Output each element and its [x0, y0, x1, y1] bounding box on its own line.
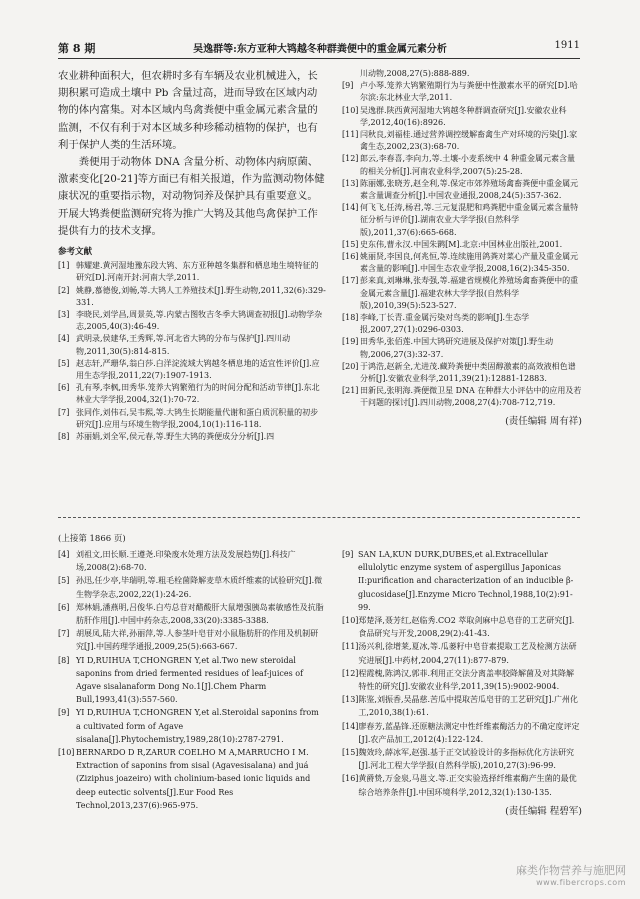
reference-number: [18] — [342, 313, 359, 323]
reference-number: [14] — [342, 203, 359, 213]
reference-text: 韩耀建.黄河湿地豫东段大鸨、东方亚种越冬集群和栖息地生境特征的研究[D].河南开封:河南大学,2011. — [76, 261, 319, 283]
reference-text: 苏丽娟,刘全军,侯元春,等.野生大鸨的粪便成分分析[J].四 — [76, 432, 275, 442]
watermark — [516, 862, 626, 887]
reference-text: 李峰,丁长青.重金属污染对鸟类的影响[J].生态学报,2007,27(1):0296-0303. — [360, 313, 530, 335]
reference-text: 陈丽娜,张晓芳,赵全利,等.保定市郊养殖场禽畜粪便中重金属元素含量调查分析[J].中国农业通报,2008,24(5):357-362. — [360, 178, 579, 201]
reference-item — [58, 358, 326, 382]
reference-number: [17] — [342, 276, 359, 286]
reference-text: SAN LA,KUN DURK,DUBES,et al.Extracellular ellulolytic enzyme system of aspergillus Japonicas II:purification and characterization of an inducible β-glucosidase[J].Enzyme Micro Technol,1988,10(2):91-99. — [358, 550, 574, 612]
reference-item — [342, 251, 582, 275]
reference-text: 武明录,侯建华,王秀辉,等.河北省大鸨的分布与保护[J].四川动物,2011,30(5):814-815. — [76, 334, 291, 356]
reference-item — [342, 80, 582, 104]
reference-item — [58, 574, 326, 600]
reference-text: 张同作,刘伟石,吴韦熙,等.大鸨生长期能量代谢和蛋白质沉积量的初步研究[J].应用与环境生物学报,2004,10(1):116-118. — [76, 407, 319, 429]
reference-number: [16] — [342, 252, 359, 262]
reference-number: [12] — [342, 668, 359, 678]
page-header — [0, 0, 640, 62]
header-rule — [58, 58, 580, 59]
reference-text: 卢小琴.笼养大鸨繁殖期行为与粪便中性激素水平的研究[D].哈尔滨:东北林业大学,2011. — [360, 81, 578, 103]
reference-text: 姚静,慕德俊,刘畅,等.大鸨人工养殖技术[J].野生动物,2011,32(6):329-331. — [76, 285, 326, 307]
reference-number: [5] — [58, 358, 70, 368]
reference-item — [342, 640, 582, 666]
reference-item — [58, 407, 326, 431]
reference-text: 孙迅,任少亭,毕瑞明,等.粗毛栓菌降解麦草木质纤维素的试验研究[J].微生物学杂志,2002,22(1):24-26. — [76, 576, 323, 599]
reference-number: [5] — [58, 576, 70, 586]
reference-text: 郑林娟,潘燕明,吕俊华.白芍总苷对醋酸肝大鼠增强胰岛素敏感性及抗脂肪肝作用[J].中国中药杂志,2008,33(20):3385-3388. — [76, 602, 324, 626]
reference-item — [342, 720, 582, 746]
issue-number: 第 8 期 — [58, 42, 96, 55]
reference-item — [342, 614, 582, 640]
reference-number: [8] — [58, 432, 70, 442]
continued-references-right — [342, 548, 582, 818]
reference-text: 于鸿浩,赵新全,尤进茂.藏羚粪便中类固醇激素的高效液相色谱分析[J].安徽农业科学,2011,39(21):12881-12883. — [360, 361, 576, 384]
body-paragraph-2: 粪便用于动物体 DNA 含量分析、动物体内病原菌、激素变化[20-21]等方面已有相关报道，作为监测动物体健康状况的重要指示物，对动物饲养及保护具有重要意义。开展大鸨粪便监测研究将为推广大鸨及其他鸟禽保护工作提供有力的技术支撑。 — [58, 156, 325, 237]
reference-number: [13] — [342, 178, 359, 188]
reference-item — [342, 746, 582, 772]
reference-number: [12] — [342, 154, 359, 164]
reference-text: 孔有琴,李枫,田秀华.笼养大鸨繁殖行为的时间分配和活动节律[J].东北林业大学学报,2004,32(1):70-72. — [76, 383, 320, 405]
body-paragraph-1: 农业耕种面积大，但农耕时多有车辆及农业机械进入，长期积累可造成土壤中 Pb 含量过高，进而导致在区域内动物的体内富集。对本区域内鸟禽粪便中重金属元素含量的监测，不仅有利于对本区域多种珍稀动植物的保护，也有利于保护人类的生活环境。 — [58, 70, 318, 151]
reference-text: 郎云,李春喜,李向力,等.土壤-小麦系统中 4 种重金属元素含量的相关分析[J].河南农业科学,2007(5):25-28. — [360, 154, 576, 176]
reference-number: [13] — [342, 695, 359, 705]
reference-item — [58, 285, 326, 309]
reference-number: [11] — [342, 642, 359, 652]
reference-number: [1] — [58, 261, 70, 271]
reference-item — [342, 667, 582, 693]
reference-number: [3] — [58, 310, 70, 320]
right-column — [342, 68, 582, 428]
reference-item — [342, 385, 582, 409]
reference-item — [342, 202, 582, 239]
reference-number: [9] — [342, 550, 354, 559]
reference-text: YI D,RUIHUA T,CHONGREN Y,et al.Steroidal saponins from a cultivated form of Agave sisalana[J].Phytochemistry,1989,28(10):2787-2791. — [76, 708, 319, 744]
reference-item — [342, 153, 582, 177]
reference-item — [58, 260, 326, 284]
reference-item — [342, 693, 582, 719]
reference-number: [2] — [58, 285, 70, 295]
reference-number: [21] — [342, 386, 359, 396]
reference-text: 赵志轩,严珊华,翁白莎.白洋淀流域大鸨越冬栖息地的适宜性评价[J].应用生态学报,2011,22(7):1907-1913. — [76, 358, 320, 381]
reference-item — [58, 431, 326, 443]
reference-item — [342, 68, 582, 80]
reference-number: [8] — [58, 655, 70, 665]
continued-references-left — [58, 548, 326, 812]
reference-item — [342, 772, 582, 798]
reference-number: [11] — [342, 130, 359, 140]
reference-text: 刘祖文,田长顺.王遵尧.印染废水处理方法及发展趋势[J].科技广场,2008(2):68-70. — [76, 550, 296, 573]
reference-text: 田秀华,张佰莲.中国大鸨研究进展及保护对策[J].野生动物,2006,27(3):32-37. — [360, 337, 554, 359]
reference-number: [6] — [58, 383, 70, 393]
reference-text: 廖春芳,蓝晶锋.还原糖法测定中性纤维素酶活力的不确定度评定[J].农产品加工,2012(4):122-124. — [358, 721, 580, 744]
reference-item — [342, 129, 582, 153]
reference-item — [342, 361, 582, 385]
reference-text: YI D,RUIHUA T,CHONGREN Y,et al.Two new steroidal saponins from dried fermented residues of leaf-juices of Agave sisalanaform Dong No.1[J].Chem Pharm Bull,1993,41(3):557-560. — [76, 655, 304, 705]
continued-from-note: (上接第 1866 页) — [58, 534, 126, 544]
references-list-right — [342, 68, 582, 410]
reference-text: 彭来真,刘琳琳,张寿强,等.福建省规模化养殖场禽畜粪便中的重金属元素含量[J].福建农林大学学报(自然科学版),2010,39(5):523-527. — [360, 276, 579, 310]
reference-number: [4] — [58, 550, 70, 559]
reference-item — [58, 706, 326, 746]
reference-number: [15] — [342, 748, 359, 758]
reference-item — [342, 239, 582, 251]
reference-item — [58, 627, 326, 653]
reference-number: [7] — [58, 629, 70, 639]
reference-number: [14] — [342, 721, 359, 731]
editor-note-bottom: (责任编辑 程碧军) — [505, 805, 582, 817]
reference-text: 田新民,张明海.粪便微卫星 DNA 在种群大小评估中的应用及若干问题的探讨[J].四川动物,2008,27(4):708-712,719. — [360, 386, 582, 408]
reference-text: 汤兴利,徐增莱,夏冰,等.瓜蒌籽中皂苷素提取工艺及检测方法研究进展[J].中药材,2004,27(11):877-879. — [358, 642, 577, 665]
reference-number: [10] — [342, 616, 359, 626]
references-list-left — [58, 260, 326, 443]
section-separator — [58, 517, 580, 518]
reference-number: [7] — [58, 407, 70, 417]
reference-item — [58, 654, 326, 707]
reference-text: 黄爵贽,万金泉,马邕文.等.正交实验选择纤维素酶产生菌的最优综合培养条件[J].中国环境科学,2012,32(1):130-135. — [358, 774, 577, 797]
reference-item — [342, 312, 582, 336]
reference-text: 李晓民,刘学昌,周景英,等.内蒙古图牧吉冬季大鸨调查初报[J].动物学杂志,2005,40(3):46-49. — [76, 310, 323, 332]
reference-item — [58, 333, 326, 357]
reference-number: [16] — [342, 774, 359, 784]
watermark-url: www.fibercrops.com — [536, 878, 626, 887]
page-number: 1911 — [554, 40, 580, 51]
reference-text: 陈鉴,刘振香,吴晶慈.苦瓜中提取苦瓜皂苷的工艺研究[J].广州化工,2010,38(1):61. — [358, 695, 579, 718]
reference-item — [58, 746, 326, 812]
reference-text: 姚丽贤,李国良,何兆恒,等.连续施用鸽粪对菜心产量及重金属元素含量的影响[J].中国生态农业学报,2008,16(2):345-350. — [360, 252, 579, 274]
reference-item — [58, 382, 326, 406]
reference-number: [20] — [342, 361, 359, 371]
reference-number: [4] — [58, 334, 70, 344]
reference-number: [6] — [58, 602, 70, 612]
reference-item — [342, 105, 582, 129]
reference-item — [58, 601, 326, 627]
reference-number: [9] — [58, 708, 70, 718]
watermark-title: 麻类作物营养与施肥网 — [516, 864, 626, 877]
reference-item — [58, 309, 326, 333]
reference-text: 史东伟,曹永汉.中国朱鹮[M].北京:中国林业出版社,2001. — [360, 239, 563, 249]
reference-item — [342, 178, 582, 202]
reference-number: [10] — [58, 748, 75, 758]
reference-item — [342, 548, 582, 614]
reference-text: 吴逸群.陕西黄河湿地大鸨越冬种群调查研究[J].安徽农业科学,2012,40(16):8926. — [360, 105, 567, 127]
reference-text: BERNARDO D R,ZARUR COELHO M A,MARRUCHO I M. Extraction of saponins from sisal (Agavesisalana) and juá (Ziziphus joazeiro) with cholinium-based ionic liquids and deep eutectic solvents[J].Eur Food Res Technol,2013,237(6):965-975. — [76, 748, 311, 810]
reference-text: 魏效玲,薛冰军,赵强.基于正交试验设计的多指标优化方法研究[J].河北工程大学学报(自然科学版),2010,27(3):96-99. — [358, 748, 575, 771]
reference-text: 川动物,2008,27(5):888-889. — [360, 69, 470, 78]
reference-text: 郑楚泽,聂芳红,赵临秀.CO2 萃取剑麻中总皂苷的工艺研究[J].食品研究与开发,2008,29(2):41-43. — [358, 616, 575, 639]
running-title: 吴逸群等:东方亚种大鸨越冬种群粪便中的重金属元素分析 — [193, 44, 447, 55]
reference-number: [15] — [342, 239, 359, 249]
reference-number: [19] — [342, 337, 359, 347]
editor-note-top: (责任编辑 周有祥) — [505, 415, 582, 427]
reference-item — [58, 548, 326, 574]
reference-text: 闫秋良,刘福桂.通过营养调控缓解畜禽生产对环境的污染[J].家禽生态,2002,23(3):68-70. — [360, 130, 578, 152]
reference-number — [342, 68, 360, 80]
reference-text: 程霞槐,陈鸿汉,郭菲.利用正交法分离盖率胶降解菌及对其降解特性的研究[J].安徽农业科学,2011,39(15):9002-9004. — [358, 668, 575, 692]
reference-number: [10] — [342, 105, 359, 115]
reference-text: 何飞飞,任涛,杨君,等.三元复混肥和鸡粪肥中重金属元素含量特征分析与评价[J].湖南农业大学学报(自然科学版),2011,37(6):665-668. — [360, 203, 579, 237]
reference-number: [9] — [342, 81, 354, 91]
reference-text: 胡展凤,陆大祥,孙丽萍,等.人参茎叶皂苷对小鼠脂肪肝的作用及机制研究[J].中国药理学通报,2009,25(5):663-667. — [76, 629, 319, 652]
reference-item — [342, 275, 582, 312]
references-heading: 参考文献 — [58, 247, 93, 258]
left-column — [58, 68, 326, 443]
reference-item — [342, 336, 582, 360]
